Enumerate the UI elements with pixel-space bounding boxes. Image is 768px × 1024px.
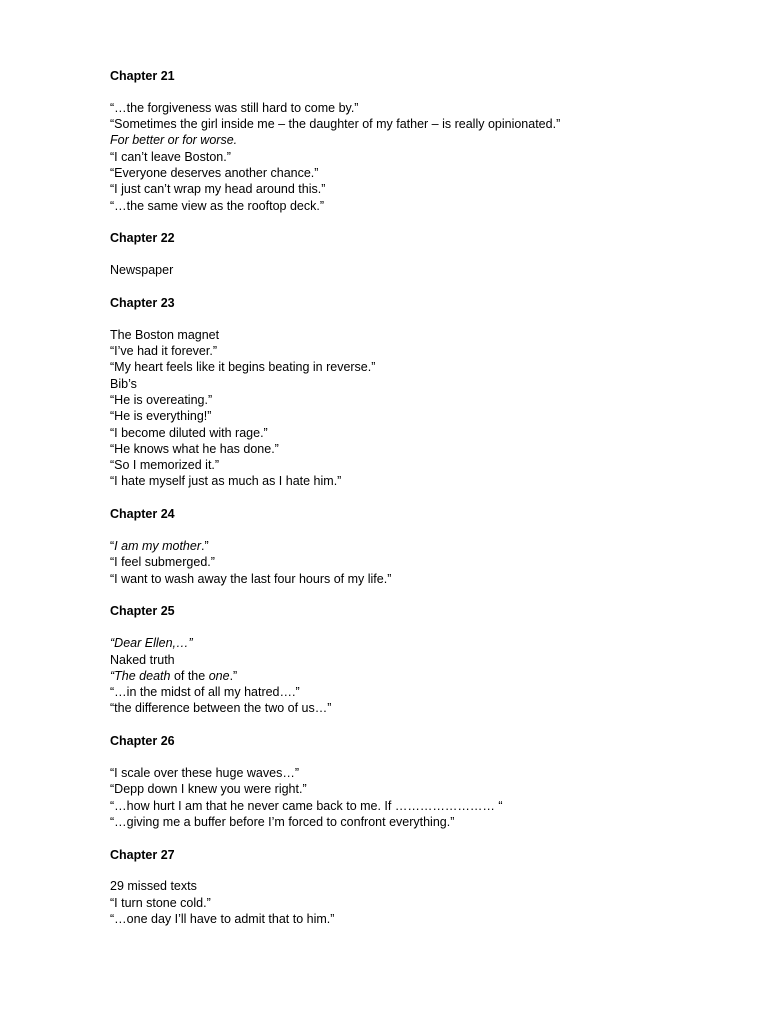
italic-text: I am my mother: [114, 539, 201, 554]
chapter-notes: [110, 765, 730, 830]
note-line: [110, 652, 730, 668]
note-line: [110, 100, 730, 116]
chapter-heading: Chapter 26: [110, 734, 175, 749]
chapter-section: [110, 603, 730, 716]
chapter-section: [110, 733, 730, 830]
note-line: [110, 765, 730, 781]
text-segment: “…how hurt I am that he never came back to me. If …………………… “: [110, 798, 503, 813]
note-line: [110, 116, 730, 132]
note-line: [110, 343, 730, 359]
italic-text: one: [208, 668, 230, 683]
note-line: [110, 457, 730, 473]
text-segment: “I just can’t wrap my head around this.”: [110, 182, 326, 197]
note-line: [110, 198, 730, 214]
text-segment: “Depp down I knew you were right.”: [110, 782, 307, 797]
text-segment: “…one day I’ll have to admit that to him.”: [110, 912, 335, 927]
text-segment: Bib’s: [110, 376, 137, 391]
text-segment: The Boston magnet: [110, 327, 220, 342]
text-segment: 29 missed texts: [110, 879, 197, 894]
chapter-heading: Chapter 27: [110, 847, 175, 862]
note-line: [110, 262, 730, 278]
text-segment: “I can’t leave Boston.”: [110, 149, 231, 164]
text-segment: “So I memorized it.”: [110, 458, 220, 473]
note-line: [110, 359, 730, 375]
note-line: [110, 635, 730, 651]
note-line: [110, 814, 730, 830]
text-segment: “I hate myself just as much as I hate him.”: [110, 474, 342, 489]
chapter-section: [110, 506, 730, 587]
note-line: [110, 132, 730, 148]
text-segment: “I scale over these huge waves…”: [110, 766, 299, 780]
note-line: [110, 911, 730, 927]
text-segment: Newspaper: [110, 263, 174, 278]
chapter-notes: [110, 635, 730, 716]
note-line: [110, 798, 730, 814]
note-line: [110, 895, 730, 911]
text-segment: “I become diluted with rage.”: [110, 425, 268, 440]
document-page: [110, 68, 730, 927]
italic-text: “Dear Ellen,…”: [110, 636, 193, 651]
note-line: [110, 554, 730, 570]
text-segment: “Sometimes the girl inside me – the daughter of my father – is really opinionated.”: [110, 117, 561, 132]
text-segment: “…the same view as the rooftop deck.”: [110, 198, 324, 213]
note-line: [110, 181, 730, 197]
text-segment: “the difference between the two of us…”: [110, 701, 332, 716]
text-segment: “…in the midst of all my hatred….”: [110, 685, 300, 700]
note-line: [110, 149, 730, 165]
text-segment: “I turn stone cold.”: [110, 895, 211, 910]
note-line: [110, 473, 730, 489]
text-segment: of the: [170, 668, 209, 683]
note-line: [110, 781, 730, 797]
chapter-heading: Chapter 22: [110, 231, 175, 246]
chapter-notes: [110, 100, 730, 214]
chapter-heading: Chapter 23: [110, 295, 175, 310]
note-line: [110, 425, 730, 441]
chapter-notes: [110, 878, 730, 927]
text-segment: “My heart feels like it begins beating in reverse.”: [110, 360, 376, 375]
text-segment: “He is overeating.”: [110, 392, 213, 407]
italic-text: “The death: [110, 668, 171, 683]
note-line: [110, 668, 730, 684]
chapter-heading: Chapter 25: [110, 604, 175, 619]
text-segment: “I want to wash away the last four hours of my life.”: [110, 571, 392, 586]
chapter-notes: [110, 538, 730, 587]
note-line: [110, 684, 730, 700]
text-segment: Naked truth: [110, 652, 175, 667]
text-segment: “: [110, 539, 115, 554]
text-segment: “Everyone deserves another chance.”: [110, 165, 319, 180]
text-segment: “I feel submerged.”: [110, 555, 215, 570]
note-line: [110, 538, 730, 554]
note-line: [110, 700, 730, 716]
text-segment: “He knows what he has done.”: [110, 441, 279, 456]
chapter-heading: Chapter 21: [110, 69, 175, 83]
note-line: [110, 441, 730, 457]
chapter-section: [110, 847, 730, 928]
note-line: [110, 376, 730, 392]
text-segment: “He is everything!”: [110, 409, 212, 424]
note-line: [110, 408, 730, 424]
text-segment: .”: [201, 539, 209, 554]
note-line: [110, 165, 730, 181]
text-segment: “I’ve had it forever.”: [110, 344, 217, 359]
note-line: [110, 571, 730, 587]
italic-text: For better or for worse.: [110, 133, 238, 148]
chapter-heading: Chapter 24: [110, 507, 175, 522]
note-line: [110, 878, 730, 894]
text-segment: .”: [229, 668, 238, 683]
note-line: [110, 327, 730, 343]
text-segment: “…giving me a buffer before I’m forced to confront everything.”: [110, 814, 455, 829]
chapter-section: [110, 295, 730, 490]
chapter-section: [110, 68, 730, 214]
note-line: [110, 392, 730, 408]
chapter-section: [110, 230, 730, 278]
text-segment: “…the forgiveness was still hard to come by.”: [110, 100, 359, 115]
chapter-notes: [110, 327, 730, 490]
chapter-notes: [110, 262, 730, 278]
